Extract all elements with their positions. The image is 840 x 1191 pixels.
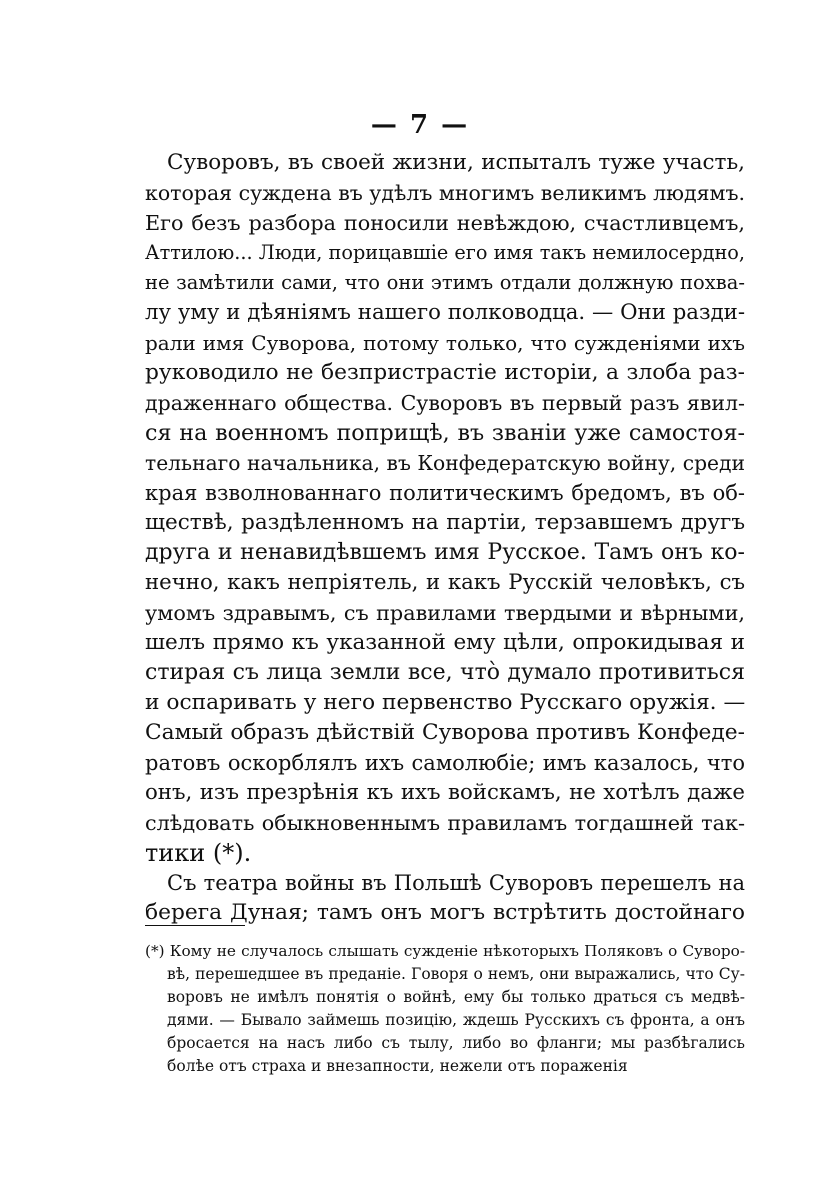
text-line: умомъ здравымъ, съ правилами твердыми и вѣрными, — [145, 601, 745, 625]
footnote — [145, 940, 745, 1078]
text-line: берега Дуная; тамъ онъ могъ встрѣтить достойнаго — [145, 900, 745, 925]
footnote-line: бросается на насъ либо съ тылу, либо во фланги; мы разбѣгались — [167, 1034, 745, 1052]
text-line: слѣдовать обыкновеннымъ правиламъ тогдашней так- — [145, 811, 745, 835]
footnote-line: вѣ, перешедшее въ преданіе. Говоря о немъ, они выражались, что Су- — [167, 965, 745, 983]
paragraph — [145, 868, 745, 928]
text-line: Съ театра войны въ Польшѣ Суворовъ перешелъ на — [167, 871, 745, 895]
text-line: стирая съ лица земли все, что̀ думало противиться — [145, 660, 745, 685]
text-line: ся на военномъ поприщѣ, въ званіи уже самостоя- — [145, 420, 745, 446]
text-line: друга и ненавидѣвшемъ имя Русское. Тамъ онъ ко- — [145, 540, 745, 565]
footnote-line: болѣе отъ страха и внезапности, нежели отъ пораженія — [167, 1057, 628, 1075]
text-line: рали имя Суворова, потому только, что сужденіями ихъ — [145, 331, 745, 355]
text-line: лу уму и дѣяніямъ нашего полководца. — Они разди- — [145, 300, 745, 325]
main-text — [145, 148, 745, 928]
page-number: — 7 — — [370, 110, 470, 140]
footnote-line: дями. — Бывало займешь позицію, ждешь Русскихъ съ фронта, а онъ — [167, 1011, 745, 1029]
text-line: ществѣ, раздѣленномъ на партіи, терзавшемъ другъ — [145, 510, 745, 535]
text-line: края взволнованнаго политическимъ бредомъ, въ об- — [145, 481, 745, 505]
text-line: не замѣтили сами, что они этимъ отдали должную похва- — [145, 271, 745, 294]
footnote-line: (*) Кому не случалось слышать сужденіе нѣкоторыхъ Поляковъ о Суворо- — [145, 942, 745, 960]
text-line: Его безъ разбора поносили невѣждою, счастливцемъ, — [145, 211, 745, 235]
text-line: руководило не безпристрастіе исторіи, а злоба раз- — [145, 360, 745, 385]
text-line: Суворовъ, въ своей жизни, испыталъ туже участь, — [167, 150, 745, 175]
text-line: шелъ прямо къ указанной ему цѣли, опрокидывая и — [145, 630, 745, 655]
text-line: драженнаго общества. Суворовъ въ первый разъ явил- — [145, 391, 745, 415]
text-line: онъ, изъ презрѣнія къ ихъ войскамъ, не хотѣлъ даже — [145, 780, 745, 805]
text-line: которая суждена въ удѣлъ многимъ великимъ людямъ. — [145, 181, 745, 205]
text-line: тики (*). — [145, 839, 252, 867]
footnote-line: воровъ не имѣлъ понятія о войнѣ, ему бы только драться съ медвѣ- — [167, 988, 745, 1006]
text-line: и оспаривать у него первенство Русскаго оружія. — — [145, 690, 745, 715]
footnote-divider — [145, 925, 245, 926]
text-line: Самый образъ дѣйствій Суворова противъ Конфеде- — [145, 720, 745, 745]
text-line: тельнаго начальника, въ Конфедератскую войну, среди — [145, 451, 745, 475]
paragraph — [145, 148, 745, 868]
text-line: Аттилою... Люди, порицавшіе его имя такъ немилосердно, — [145, 241, 745, 264]
text-line: нечно, какъ непріятель, и какъ Русскій человѣкъ, съ — [145, 570, 745, 595]
text-line: ратовъ оскорблялъ ихъ самолюбіе; имъ казалось, что — [145, 751, 745, 775]
